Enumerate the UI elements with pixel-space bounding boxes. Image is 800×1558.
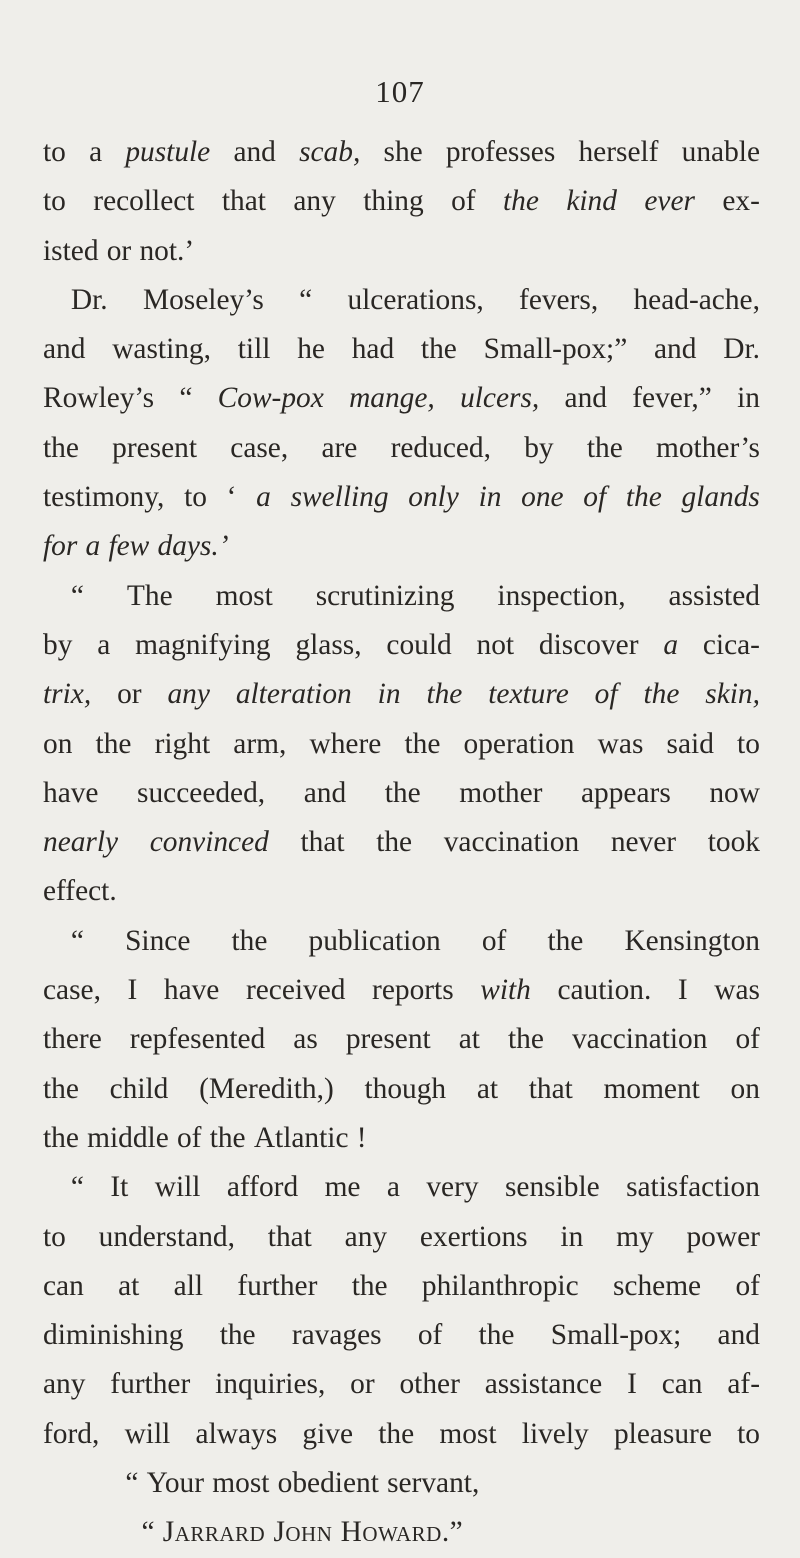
word: said — [666, 727, 714, 760]
word: other — [399, 1368, 460, 1401]
text-line — [43, 1262, 760, 1311]
text-line — [43, 769, 760, 818]
word: any — [43, 1368, 86, 1401]
word: he — [297, 333, 325, 366]
word: not — [476, 628, 515, 661]
word: had — [351, 333, 395, 366]
word: “ — [179, 382, 193, 415]
word: will — [124, 1417, 171, 1450]
word: Your — [146, 1467, 205, 1500]
word: of — [481, 924, 507, 957]
word: the — [384, 776, 421, 809]
word: “ — [70, 579, 84, 612]
word: there — [43, 1023, 102, 1056]
text-line — [43, 177, 760, 226]
word: by — [43, 628, 73, 661]
word: that — [221, 185, 266, 218]
word: to — [737, 727, 760, 760]
word: and — [654, 333, 697, 366]
text-line — [43, 227, 760, 276]
word: inspection, — [497, 579, 626, 612]
word: a — [256, 481, 271, 514]
word: ! — [356, 1121, 367, 1154]
word: and — [233, 136, 276, 168]
word: Howard.” — [340, 1516, 464, 1549]
word: “ — [125, 1467, 139, 1500]
word: the — [643, 678, 680, 711]
word: in — [377, 678, 401, 711]
word: present — [112, 431, 198, 464]
word: in — [478, 481, 502, 514]
word: succeeded, — [137, 776, 266, 809]
word: at — [476, 1072, 499, 1105]
word: arm, — [233, 727, 287, 760]
word: till — [237, 333, 271, 366]
word: pustule — [125, 136, 211, 168]
word: by — [524, 431, 554, 464]
word: now — [709, 776, 760, 809]
word: ‘ — [226, 481, 237, 514]
text-line — [43, 966, 760, 1015]
word: servant, — [387, 1467, 480, 1500]
word: reports — [372, 974, 454, 1007]
word: wasting, — [112, 333, 211, 366]
word: in — [560, 1220, 584, 1253]
body-text — [43, 128, 760, 1558]
word: I — [677, 974, 688, 1007]
word: (Meredith,) — [199, 1072, 334, 1105]
word: convinced — [149, 826, 269, 859]
word: one — [521, 481, 564, 514]
word: repfesented — [129, 1023, 266, 1056]
word: vaccination — [443, 826, 580, 859]
text-line — [43, 1015, 760, 1064]
text-line — [43, 276, 760, 325]
word: on — [43, 727, 73, 760]
word: that — [528, 1072, 573, 1105]
word: Small-pox;” — [483, 333, 628, 366]
text-line — [43, 1163, 760, 1212]
text-line — [43, 917, 760, 966]
word: pleasure — [613, 1417, 712, 1450]
word: further — [237, 1269, 318, 1302]
signature-line — [43, 1508, 760, 1557]
word: to — [184, 481, 207, 514]
word: have — [163, 974, 220, 1007]
word: any — [167, 678, 210, 711]
word: operation — [463, 727, 575, 760]
word: exertions — [419, 1220, 528, 1253]
word: ravages — [291, 1319, 382, 1352]
word: texture — [488, 678, 569, 711]
word: ford, — [43, 1417, 100, 1450]
word: Jarrard — [162, 1516, 266, 1549]
word: was — [597, 727, 644, 760]
word: mother’s — [656, 431, 760, 464]
word: any — [293, 185, 336, 218]
word: professes — [445, 136, 556, 168]
word: assisted — [668, 579, 760, 612]
word: and — [564, 382, 607, 415]
word: have — [43, 776, 99, 809]
word: my — [616, 1220, 654, 1253]
word: of — [735, 1269, 760, 1302]
word: caution. — [557, 974, 652, 1007]
word: I — [127, 974, 138, 1007]
word: very — [426, 1171, 479, 1204]
word: the — [586, 431, 623, 464]
word: afford — [226, 1171, 299, 1204]
word: philanthropic — [421, 1269, 579, 1302]
word: where — [309, 727, 382, 760]
text-line — [43, 670, 760, 719]
word: or — [117, 678, 142, 711]
word: to — [43, 1220, 66, 1253]
word: or — [350, 1368, 375, 1401]
word: swelling — [290, 481, 389, 514]
word: Atlantic — [253, 1121, 349, 1154]
word: case, — [230, 431, 289, 464]
word: and — [43, 333, 86, 366]
word: with — [480, 974, 531, 1007]
word: obedient — [277, 1467, 379, 1500]
word: in — [737, 382, 760, 415]
word: I — [627, 1368, 637, 1401]
word: not.’ — [139, 234, 195, 267]
text-line — [43, 424, 760, 473]
word: glands — [681, 481, 760, 514]
word: kind — [566, 185, 617, 218]
word: the — [43, 431, 79, 464]
word: reduced, — [390, 431, 491, 464]
word: moment — [603, 1072, 700, 1105]
word: only — [408, 481, 459, 514]
word: she — [383, 136, 423, 168]
text-line — [43, 1360, 760, 1409]
word: a — [97, 628, 111, 661]
word: the — [508, 1023, 544, 1056]
word: and — [717, 1319, 760, 1352]
word: could — [386, 628, 452, 661]
word: cica- — [702, 628, 760, 661]
word: Moseley’s — [142, 283, 264, 316]
word: The — [126, 579, 173, 612]
word: can — [661, 1368, 703, 1401]
text-line — [43, 720, 760, 769]
word: skin, — [705, 678, 760, 711]
word: the — [378, 1417, 415, 1450]
word: can — [43, 1269, 84, 1302]
word: all — [173, 1269, 204, 1302]
word: “ — [70, 924, 84, 957]
word: effect. — [43, 875, 117, 908]
word: of — [594, 678, 618, 711]
word: thing — [363, 185, 424, 218]
page-number: 107 — [375, 74, 425, 109]
text-line — [43, 325, 760, 374]
word: the — [420, 333, 457, 366]
word: the — [231, 924, 268, 957]
word: a — [85, 530, 101, 563]
word: of — [451, 185, 476, 218]
word: received — [245, 974, 346, 1007]
word: Cow-pox — [217, 382, 324, 415]
word: the — [209, 1121, 246, 1154]
word: ex- — [722, 185, 760, 218]
word: a — [663, 628, 679, 661]
word: It — [110, 1171, 129, 1204]
word: “ — [141, 1516, 155, 1549]
word: child — [109, 1072, 169, 1105]
word: and — [303, 776, 347, 809]
word: at — [458, 1023, 480, 1056]
word: Since — [125, 924, 191, 957]
word: the — [351, 1269, 388, 1302]
word: understand, — [98, 1220, 235, 1253]
word: scrutinizing — [315, 579, 455, 612]
word: at — [118, 1269, 140, 1302]
word: vaccination — [571, 1023, 708, 1056]
word: any — [344, 1220, 388, 1253]
text-line — [43, 1410, 760, 1459]
text-line — [43, 818, 760, 867]
word: are — [321, 431, 358, 464]
word: fevers, — [519, 283, 599, 316]
text-line — [43, 867, 760, 916]
word: the — [625, 481, 662, 514]
word: to — [43, 185, 66, 218]
word: right — [154, 727, 211, 760]
word: days.’ — [157, 530, 229, 563]
word: alteration — [235, 678, 352, 711]
word: was — [714, 974, 760, 1007]
word: give — [302, 1417, 353, 1450]
word: most — [215, 579, 273, 612]
word: mange, — [349, 382, 435, 415]
text-line — [43, 128, 760, 177]
word: the — [426, 678, 463, 711]
word: diminishing — [43, 1319, 184, 1352]
word: scab, — [299, 136, 361, 168]
text-line — [43, 1213, 760, 1262]
word: ulcerations, — [347, 283, 484, 316]
word: head-ache, — [633, 283, 760, 316]
word: the — [404, 727, 441, 760]
text-line — [43, 374, 760, 423]
word: satisfaction — [626, 1171, 760, 1204]
word: assistance — [484, 1368, 603, 1401]
word: the — [95, 727, 132, 760]
word: trix, — [43, 678, 92, 711]
word: never — [610, 826, 677, 859]
text-line — [43, 1311, 760, 1360]
word: the — [503, 185, 539, 218]
word: ever — [644, 185, 695, 218]
word: me — [324, 1171, 361, 1204]
word: the — [43, 1072, 79, 1105]
word: always — [195, 1417, 278, 1450]
text-line — [43, 522, 760, 571]
word: the — [547, 924, 584, 957]
word: case, — [43, 974, 101, 1007]
word: magnifying — [135, 628, 271, 661]
word: the — [478, 1319, 515, 1352]
word: present — [345, 1023, 431, 1056]
word: for — [43, 530, 78, 563]
word: nearly — [43, 826, 119, 859]
word: to — [43, 136, 66, 168]
word: as — [293, 1023, 318, 1056]
word: the — [219, 1319, 256, 1352]
word: fever,” — [632, 382, 712, 415]
word: power — [686, 1220, 760, 1253]
word: to — [737, 1417, 760, 1450]
word: few — [108, 530, 150, 563]
word: took — [707, 826, 760, 859]
text-line — [43, 473, 760, 522]
text-line — [43, 621, 760, 670]
word: that — [267, 1220, 312, 1253]
word: Small-pox; — [550, 1319, 682, 1352]
word: on — [730, 1072, 760, 1105]
word: Rowley’s — [43, 382, 155, 415]
word: of — [583, 481, 607, 514]
word: sensible — [504, 1171, 600, 1204]
word: the — [43, 1121, 79, 1154]
word: af- — [727, 1368, 760, 1401]
word: unable — [681, 136, 760, 168]
word: inquiries, — [215, 1368, 326, 1401]
word: middle — [87, 1121, 169, 1154]
word: will — [154, 1171, 201, 1204]
word: Dr. — [70, 283, 108, 316]
word: mother — [459, 776, 543, 809]
word: herself — [578, 136, 659, 168]
word: a — [386, 1171, 400, 1204]
word: publication — [308, 924, 441, 957]
closing-line — [43, 1459, 760, 1508]
text-line — [43, 1114, 760, 1163]
word: discover — [538, 628, 639, 661]
word: “ — [70, 1171, 84, 1204]
word: isted — [43, 234, 99, 267]
word: of — [417, 1319, 443, 1352]
word: a — [89, 136, 103, 168]
word: glass, — [295, 628, 362, 661]
text-line — [43, 572, 760, 621]
word: most — [212, 1467, 270, 1500]
word: further — [110, 1368, 191, 1401]
word: or — [106, 234, 132, 267]
word: Kensington — [624, 924, 760, 957]
word: of — [735, 1023, 760, 1056]
word: ulcers, — [460, 382, 540, 415]
text-line — [43, 1065, 760, 1114]
word: though — [364, 1072, 447, 1105]
word: “ — [299, 283, 313, 316]
word: of — [176, 1121, 202, 1154]
word: lively — [521, 1417, 589, 1450]
word: that — [300, 826, 345, 859]
word: Dr. — [723, 333, 760, 366]
word: appears — [581, 776, 671, 809]
word: John — [273, 1516, 333, 1549]
word: most — [439, 1417, 497, 1450]
word: recollect — [93, 185, 195, 218]
word: testimony, — [43, 481, 165, 514]
word: scheme — [612, 1269, 702, 1302]
word: the — [376, 826, 413, 859]
